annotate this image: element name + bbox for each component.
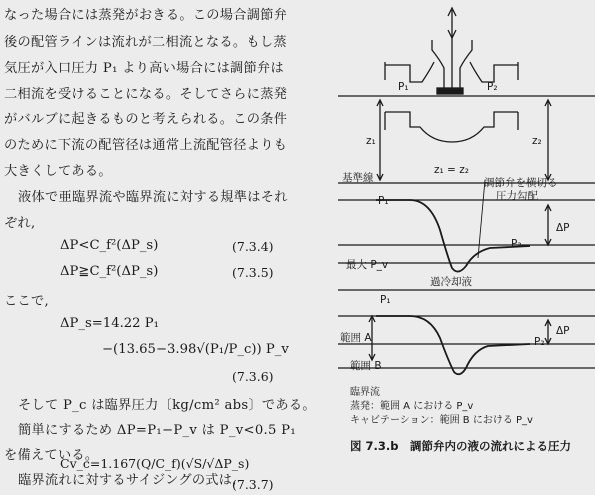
equation-number: (7.3.5) — [232, 265, 274, 280]
body-line-6: のために下流の配管径は通常上流配管径よりも — [4, 138, 288, 153]
label-max-pv: 最大 P_v — [346, 259, 389, 271]
label-p2-c: P₂ — [534, 336, 545, 348]
legend-cavitation: キャビテーション：範囲 B における P_v — [350, 415, 533, 426]
equation-7-3-7: Cv_c=1.167(Q/C_f)(√S/√ΔP_s) — [60, 456, 250, 471]
body-line-rinkai: 臨界流れに対するサイジングの式は, — [18, 473, 237, 488]
body-line-8: 液体で亜臨界流や臨界流に対する規準はそれ — [18, 190, 288, 205]
label-z1: z₁ — [366, 135, 376, 147]
figure-caption: 図 7.3.b 調節弁内の液の流れによる圧力 — [350, 439, 571, 453]
label-p1: P₁ — [398, 81, 409, 93]
pipe-lower — [385, 112, 518, 142]
pipe-upper-right — [470, 62, 518, 82]
equation-7-3-4: ΔP<C_f²(ΔP_s) — [60, 238, 159, 253]
body-line-1: なった場合には蒸発がおきる。この場合調節弁 — [4, 8, 288, 23]
pressure-curve-upper — [376, 200, 530, 272]
label-p1-b: P₁ — [378, 195, 389, 207]
body-line-2: 後の配管ラインは流れが二相流となる。もし蒸 — [4, 35, 287, 50]
label-p1-c: P₁ — [380, 294, 391, 306]
label-range-a: 範囲 A — [340, 332, 372, 344]
label-crossing-2: 圧力勾配 — [496, 190, 538, 202]
leader-line — [478, 180, 485, 258]
label-datum: 基準線 — [342, 172, 374, 184]
body-line-7: 大きくしてある。 — [4, 164, 112, 179]
valve-body-left — [432, 40, 444, 88]
label-delta-p-2: ΔP — [556, 325, 570, 337]
label-p2: P₂ — [487, 81, 498, 93]
label-subcooled: 過冷却液 — [430, 276, 472, 288]
label-p2-b: P₂ — [511, 238, 522, 250]
equation-7-3-6-line-2: −(13.65−3.98√(P₁/P_c)) P_v — [102, 342, 289, 357]
body-line-9: ぞれ, — [4, 216, 36, 231]
body-line-3: 気圧が入口圧力 P₁ より高い場合には調節弁は — [4, 61, 285, 76]
body-line-4: 二相流を受けることになる。そしてさらに蒸発 — [4, 87, 288, 102]
body-line-kantan-2: を備えている。 — [4, 448, 99, 463]
pressure-curve-lower — [376, 316, 530, 374]
equation-number: (7.3.6) — [232, 369, 274, 384]
label-delta-p: ΔP — [556, 222, 570, 234]
body-line-5: がバルブに起きるものと考えられる。この条件 — [4, 112, 288, 127]
label-crossing-1: 調節弁を横切る — [484, 177, 558, 189]
equation-number: (7.3.4) — [232, 239, 274, 254]
label-range-b: 範囲 B — [350, 360, 382, 372]
equation-7-3-6-line-1: ΔP_s=14.22 P₁ — [60, 316, 159, 331]
pipe-upper-left — [385, 62, 434, 82]
label-z-equal: z₁ = z₂ — [434, 164, 469, 176]
body-line-koko: ここで, — [4, 294, 49, 309]
label-z2: z₂ — [532, 135, 542, 147]
valve-plug — [437, 88, 463, 94]
body-line-kantan-1: 簡単にするため ΔP=P₁−P_v は P_v<0.5 P₁ — [18, 423, 296, 438]
valve-body-right — [460, 40, 472, 88]
body-line-soshite: そして P_c は臨界圧力〔kg/cm² abs〕である。 — [18, 398, 316, 413]
legend-vaporization: 蒸発：範囲 A における P_v — [350, 401, 474, 412]
equation-number: (7.3.7) — [232, 477, 274, 492]
legend-critical: 臨界流 — [350, 387, 380, 398]
equation-7-3-5: ΔP≧C_f²(ΔP_s) — [60, 264, 159, 279]
